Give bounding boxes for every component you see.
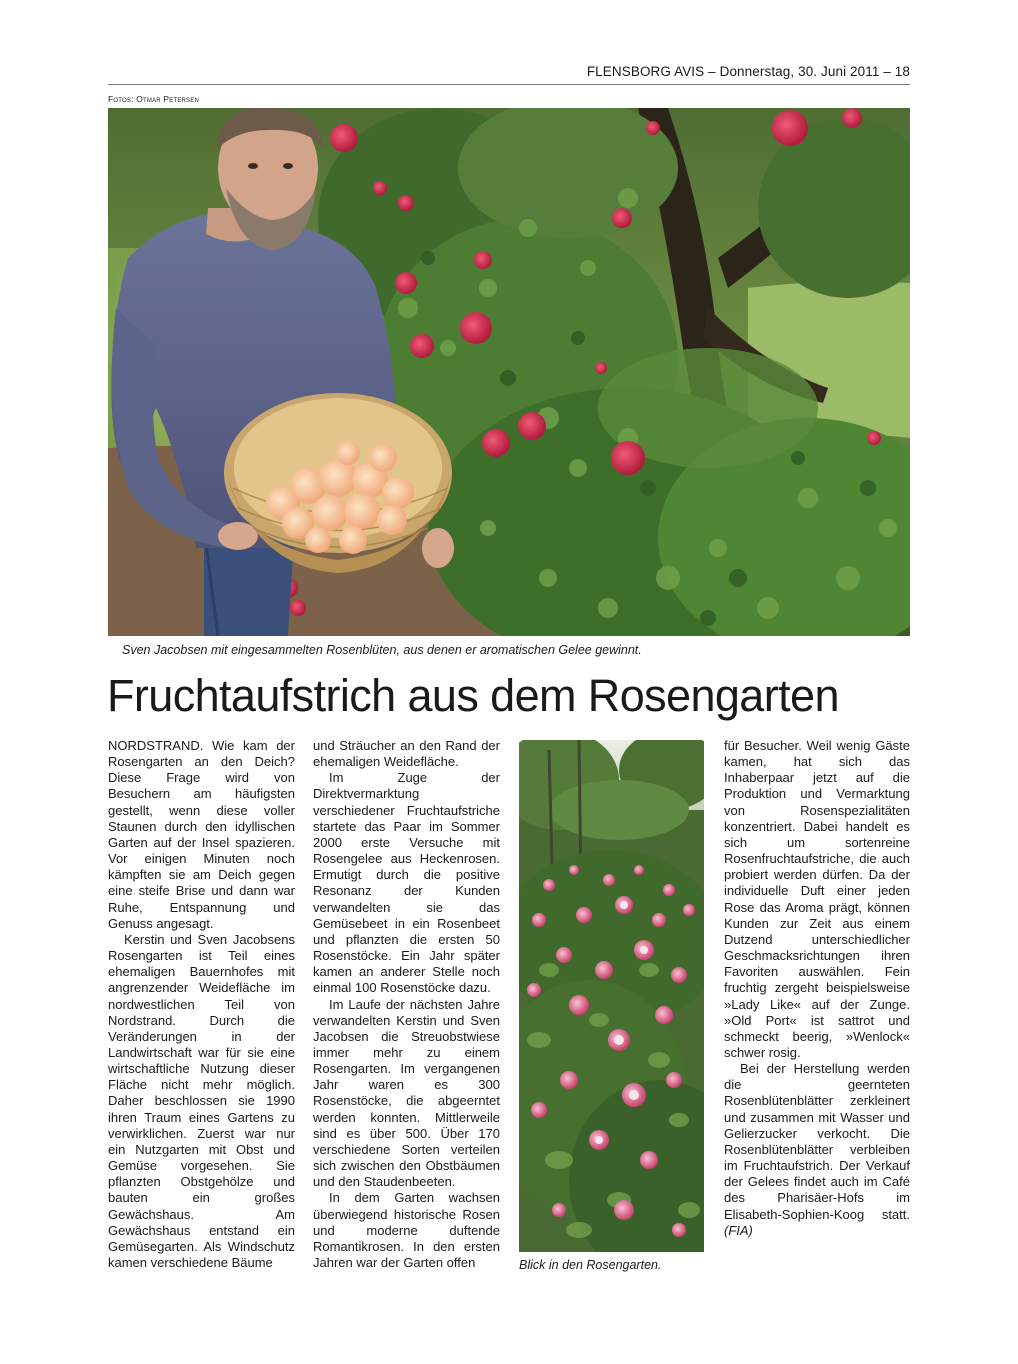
paragraph: In dem Garten wachsen überwiegend historische Rosen und moderne duftende Romantikrosen. In den ersten Jahren war der Garten offen xyxy=(313,1190,500,1270)
author-signature: (FIA) xyxy=(724,1222,753,1238)
issue-date: Donnerstag, 30. Juni 2011 xyxy=(719,64,880,79)
header-dash-2: – xyxy=(883,64,895,79)
paragraph: Im Zuge der Direktvermarktung verschiedener Fruchtaufstriche startete das Paar im Sommer 2000 erste Versuche mit Rosengelee aus Heckenrosen. Ermutigt durch die positive Resonanz der Kunden verwandelten sie das Gemüsebeet in ein Rosenbeet und pflanzten die ersten 50 Rosenstöcke. Ein Jahr später kamen an anderer Stelle noch einmal 100 Rosenstöcke dazu. xyxy=(313,770,500,996)
article-column-2 xyxy=(313,738,500,1271)
main-photo xyxy=(108,108,910,636)
photo-credit: Fotos: Otmar Petersen xyxy=(108,94,199,104)
paragraph: und Sträucher an den Rand der ehemaligen Weidefläche. xyxy=(313,738,500,770)
garden-photo-illustration xyxy=(519,740,704,1252)
paragraph-text: Bei der Herstellung werden die geernteten Rosenblütenblätter zerkleinert und zusammen mit Wasser und Gelierzucker verkocht. Die Rosenblütenblätter verbleiben im Fruchtaufstrich. Der Verkauf der Gelees findet auch im Café des Pharisäer-Hofs im Elisabeth-Sophien-Koog statt. xyxy=(724,1061,910,1222)
header-rule xyxy=(108,84,910,85)
paragraph: für Besucher. Weil wenig Gäste kamen, hat sich das Inhaberpaar jetzt auf die Produktion und Vermarktung von Rosenspezialitäten konzentriert. Dabei handelt es sich um sortenreine Rosenfruchtaufstriche, die auch probiert werden dürfen. Da der individuelle Duft einer jeden Rose das Aroma prägt, können Kunden zur Zeit aus einem Dutzend unterschiedlicher Geschmacksrichtungen ihren Favoriten auswählen. Fein fruchtig zergeht beispielsweise »Lady Like« auf der Zunge. »Old Port« ist sattrot und schmeckt beerig, »Wenlock« schwer rosig. xyxy=(724,738,910,1060)
publication-name: FLENSBORG AVIS xyxy=(586,64,705,79)
article-column-4 xyxy=(724,738,910,1239)
article-column-1 xyxy=(108,738,295,1271)
garden-photo xyxy=(519,740,704,1252)
closing-paragraph xyxy=(724,1061,910,1239)
header-dash-1: – xyxy=(708,64,720,79)
paragraph: Kerstin und Sven Jacobsens Rosengarten ist Teil eines ehemaligen Bauernhofes mit angrenzender Weidefläche im nordwestlichen Teil von Nordstrand. Durch die Veränderungen in der Landwirtschaft war für sie eine wirtschaftliche Nutzung dieser Fläche nicht mehr möglich. Daher beschlossen sie 1990 ihren Traum eines Gartens zu verwirklichen. Zuerst war nur ein Nutzgarten mit Obst und Gemüse vorgesehen. Sie pflanzten Obstgehölze und bauten ein großes Gewächshaus. Am Gewächshaus entstand ein Gemüsegarten. Als Windschutz kamen verschiedene Bäume xyxy=(108,931,295,1270)
paragraph: NORDSTRAND. Wie kam der Rosengarten an den Deich? Diese Frage wird von Besuchern am häufigsten gestellt, wenn diese voller Staunen durch den idyllischen Garten auf der Insel spazieren. Vor einigen Minuten noch kämpften sie am Deich gegen eine steife Brise und dann war Ruhe, Entspannung und Genuss angesagt. xyxy=(108,738,295,931)
headline: Fruchtaufstrich aus dem Rosengarten xyxy=(107,670,839,721)
main-photo-illustration xyxy=(108,108,910,636)
garden-photo-caption: Blick in den Rosengarten. xyxy=(519,1258,662,1272)
page-header xyxy=(108,64,910,79)
paragraph: Im Laufe der nächsten Jahre verwandelten Kerstin und Sven Jacobsen die Streuobstwiese immer mehr zu einem Rosengarten. Im vergangenen Jahr waren es 300 Rosenstöcke, die abgeerntet werden konnten. Mittlerweile sind es über 500. Über 170 verschiedene Sorten verteilen sich zwischen den Obstbäumen und den Staudenbeeten. xyxy=(313,996,500,1190)
main-photo-caption: Sven Jacobsen mit eingesammelten Rosenblüten, aus denen er aromatischen Gelee gewinnt. xyxy=(122,643,642,657)
page-number: 18 xyxy=(894,64,910,79)
